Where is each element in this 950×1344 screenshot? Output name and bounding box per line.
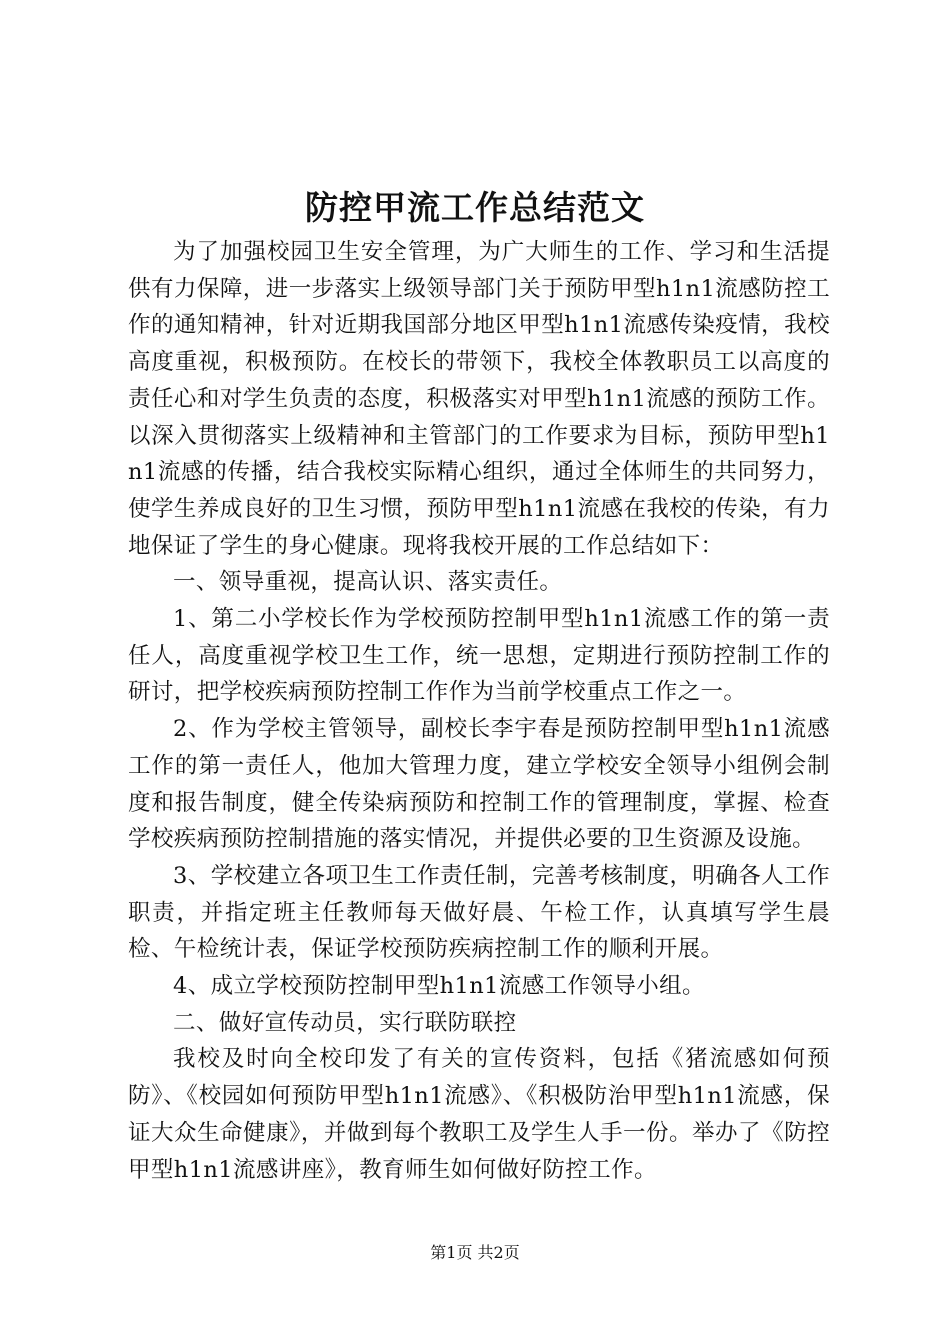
item-paragraph-1: 1、第二小学校长作为学校预防控制甲型h1n1流感工作的第一责任人，高度重视学校卫生工作，统一思想，定期进行预防控制工作的研讨，把学校疾病预防控制工作作为当前学校重点工作之一。 bbox=[128, 606, 830, 706]
publicity-paragraph: 我校及时向全校印发了有关的宣传资料，包括《猪流感如何预防》、《校园如何预防甲型h1n1流感》、《积极防治甲型h1n1流感，保证大众生命健康》，并做到每个教职工及学生人手一份。举办了《防控甲型h1n1流感讲座》，教育师生如何做好防控工作。 bbox=[128, 1046, 830, 1183]
section-heading-1: 一、领导重视，提高认识、落实责任。 bbox=[173, 569, 563, 596]
section-heading-2: 二、做好宣传动员，实行联防联控 bbox=[173, 1009, 517, 1036]
page-number-footer: 第1页 共2页 bbox=[430, 1243, 520, 1262]
document-body bbox=[128, 234, 830, 1188]
item-paragraph-3: 3、学校建立各项卫生工作责任制，完善考核制度，明确各人工作职责，并指定班主任教师每天做好晨、午检工作，认真填写学生晨检、午检统计表，保证学校预防疾病控制工作的顺利开展。 bbox=[128, 862, 830, 963]
document-title: 防控甲流工作总结范文 bbox=[305, 188, 645, 227]
item-paragraph-2: 2、作为学校主管领导，副校长李宇春是预防控制甲型h1n1流感工作的第一责任人，他加大管理力度，建立学校安全领导小组例会制度和报告制度，健全传染病预防和控制工作的管理制度，掌握、检查学校疾病预防控制措施的落实情况，并提供必要的卫生资源及设施。 bbox=[128, 716, 830, 853]
intro-paragraph: 为了加强校园卫生安全管理，为广大师生的工作、学习和生活提供有力保障，进一步落实上级领导部门关于预防甲型h1n1流感防控工作的通知精神，针对近期我国部分地区甲型h1n1流感传染疫情，我校高度重视，积极预防。在校长的带领下，我校全体教职员工以高度的责任心和对学生负责的态度，积极落实对甲型h1n1流感的预防工作。以深入贯彻落实上级精神和主管部门的工作要求为目标，预防甲型h1n1流感的传播，结合我校实际精心组织，通过全体师生的共同努力，使学生养成良好的卫生习惯，预防甲型h1n1流感在我校的传染，有力地保证了学生的身心健康。现将我校开展的工作总结如下： bbox=[128, 239, 830, 559]
item-paragraph-4: 4、成立学校预防控制甲型h1n1流感工作领导小组。 bbox=[173, 973, 705, 1000]
